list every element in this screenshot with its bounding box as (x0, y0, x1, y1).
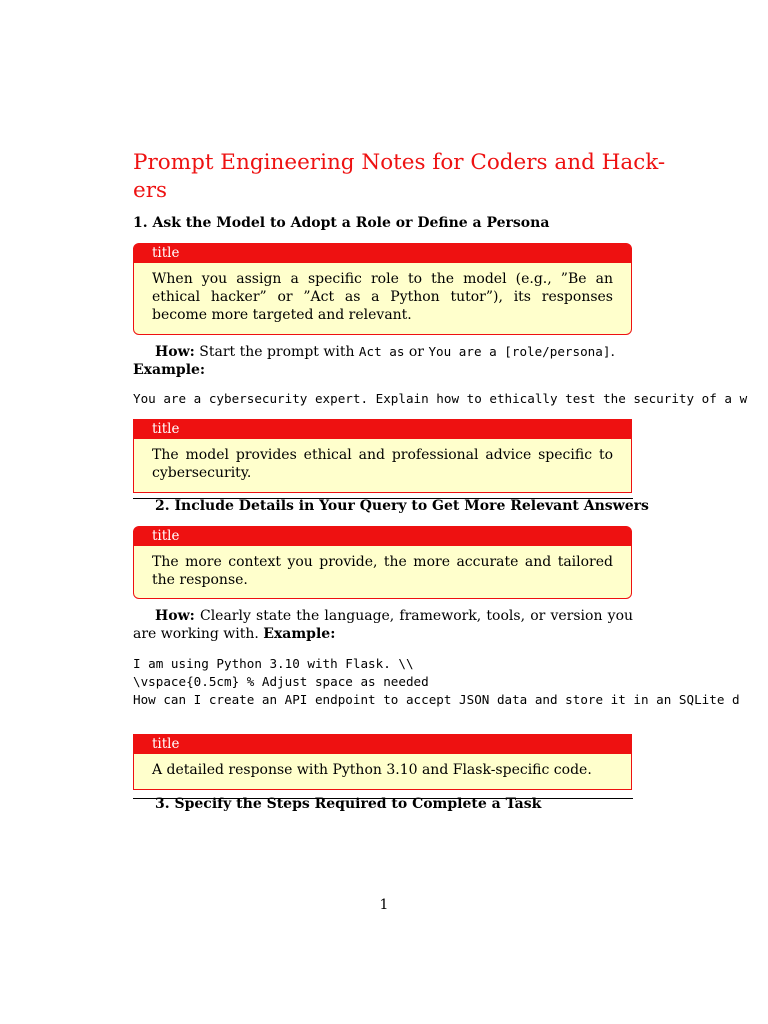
box-text: The model provides ethical and professional advice specific to cybersecurity. (152, 447, 613, 481)
box-title: title (134, 420, 631, 439)
how-code-a: Act as (358, 344, 405, 359)
code-line: How can I create an API endpoint to accept JSON data and store it in an SQLite d (133, 692, 740, 707)
box-title: title (134, 735, 631, 754)
box-text: When you assign a specific role to the model (e.g., ”Be an ethical hacker” or ”Act as a Python tutor”), its responses become more targeted and relevant. (152, 271, 613, 323)
box-title: title (134, 527, 631, 546)
code-example-2 (133, 655, 768, 709)
code-line: I am using Python 3.10 with Flask. \\ (133, 656, 414, 671)
document-title: Prompt Engineering Notes for Coders and Hack- ers (133, 150, 666, 203)
example-label-2: Example: (263, 626, 336, 642)
code-line: \vspace{0.5cm} % Adjust space as needed (133, 674, 429, 689)
how-text-c: . (610, 344, 615, 360)
how-text-b: or (404, 344, 429, 360)
page-number: 1 (379, 897, 389, 913)
box-text: The more context you provide, the more accurate and tailored the response. (152, 554, 613, 588)
box-title: title (134, 244, 631, 263)
how-paragraph-2 (133, 607, 633, 643)
how-paragraph-1 (155, 343, 615, 361)
how-code-b: You are a [role/persona] (428, 344, 611, 359)
how-label: How: (155, 608, 195, 624)
how-text: Clearly state the language, framework, tools, or version you are working with. (133, 608, 634, 642)
section-3-heading: 3. Specify the Steps Required to Complete a Task (155, 796, 542, 812)
info-box-role (133, 243, 632, 335)
how-text-a: Start the prompt with (199, 344, 359, 360)
code-example-1: You are a cybersecurity expert. Explain how to ethically test the security of a w (133, 391, 748, 406)
example-label-1: Example: (133, 362, 206, 378)
how-label: How: (155, 344, 195, 360)
section-1-heading: 1. Ask the Model to Adopt a Role or Define a Persona (133, 215, 550, 231)
info-box-result-1 (133, 419, 632, 493)
box-text: A detailed response with Python 3.10 and Flask-specific code. (152, 762, 592, 778)
info-box-details (133, 526, 632, 599)
section-2-heading: 2. Include Details in Your Query to Get More Relevant Answers (155, 498, 649, 514)
info-box-result-2 (133, 734, 632, 790)
